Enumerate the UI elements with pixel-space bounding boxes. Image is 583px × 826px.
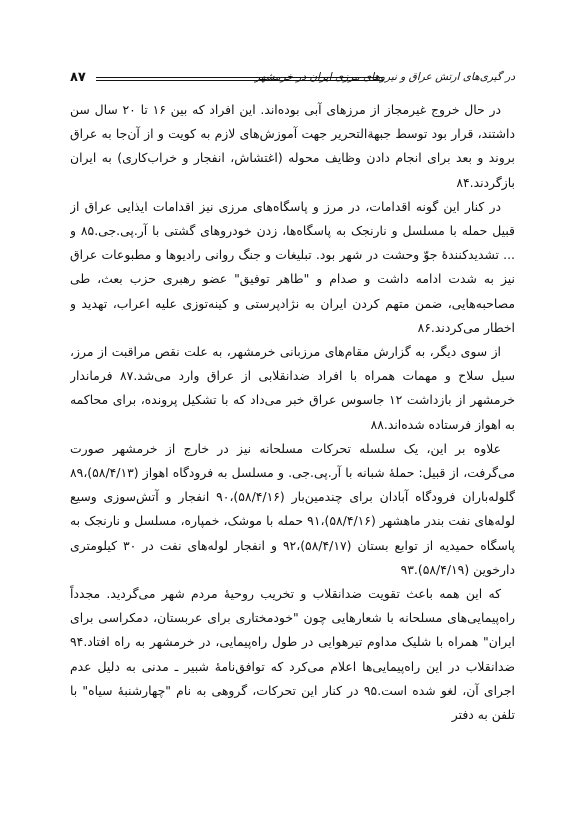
body-text [70, 98, 515, 798]
page-header [70, 70, 515, 92]
paragraph-5: که این همه باعث تقویت ضدانقلاب و تخریب روحیهٔ مردم شهر می‌گردید. مجدداً راه‌پیمایی‌های مسلحانه با شعارهایی چون "خودمختاری برای عربستان، دمکراسی برای ایران" همراه با شلیک مداوم تیرهوایی در طول راه‌پیمایی، در خرمشهر به راه افتاد.۹۴ ضدانقلاب در این راه‌پیمایی‌ها اعلام می‌کرد که توافق‌نامهٔ شبیر ـ مدنی به دلیل عدم اجرای آن، لغو شده است.۹۵ در کنار این تحرکات، گروهی به نام "چهارشنبهٔ سیاه" با تلفن به دفتر [70, 586, 515, 723]
paragraph-4: علاوه بر این، یک سلسله تحرکات مسلحانه نیز در خارج از خرمشهر صورت می‌گرفت، از قبیل: حملهٔ شبانه با آر.پی.جی. و مسلسل به فرودگاه اهواز (۵۸/۴/۱۳)،۸۹ گلوله‌باران فرودگاه آبادان برای چندمین‌بار (۵۸/۴/۱۶)،۹۰ انفجار و آتش‌سوزی وسیع لوله‌های نفت بندر ماهشهر (۵۸/۴/۱۶)،۹۱ حمله با موشک، خمپاره، مسلسل و نارنجک به پاسگاه حمیدیه از توابع بستان (۵۸/۴/۱۷)،۹۲ و انفجار لوله‌های نفت در ۳۰ کیلومتری دارخوین (۵۸/۴/۱۹).۹۳ [70, 440, 515, 577]
paragraph-2: در کنار این گونه اقدامات، در مرز و پاسگاه‌های مرزی نیز اقدامات ایذایی عراق از قبیل حمله با مسلسل و نارنجک به پاسگاه‌ها، زدن خودروهای گشتی با آر.پی.جی.۸۵ و ... تشدیدکنندهٔ جوّ وحشت در شهر بود. تبلیغات و جنگ روانی رادیوها و مطبوعات عراق نیز به شدت ادامه داشت و صدام و "طاهر توفیق" عضو رهبری حزب بعث، طی مصاحبه‌هایی، ضمن متهم کردن ایران به نژادپرستی و کینه‌توزی علیه اعراب، تهدید و اخطار می‌کردند.۸۶ [70, 198, 515, 335]
page-number: ۸۷ [70, 70, 86, 85]
paragraph-3: از سوی دیگر، به گزارش مقام‌های مرزبانی خرمشهر، به علت نقص مراقبت از مرز، سیل سلاح و مهمات همراه با افراد ضدانقلابی از عراق وارد می‌شد.۸۷ فرماندار خرمشهر از بازداشت ۱۲ جاسوس عراق خبر می‌داد که با تشکیل پرونده، برای محاکمه به اهواز فرستاده شده‌اند.۸۸ [70, 344, 515, 432]
running-head: در گیری‌های ارتش عراق و نیروهای مرزی ایران در خرمشهر [255, 71, 515, 83]
paragraph-1: در حال خروج غیرمجاز از مرزهای آبی بوده‌اند. این افراد که بین ۱۶ تا ۲۰ سال سن داشتند، قرار بود توسط جبهةالتحریر جهت آموزش‌های لازم به کویت و از آن‌جا به عراق بروند و بعد برای انجام دادن وظایف محوله (اغتشاش، انفجار و خراب‌کاری) به ایران بازگردند.۸۴ [70, 102, 515, 190]
